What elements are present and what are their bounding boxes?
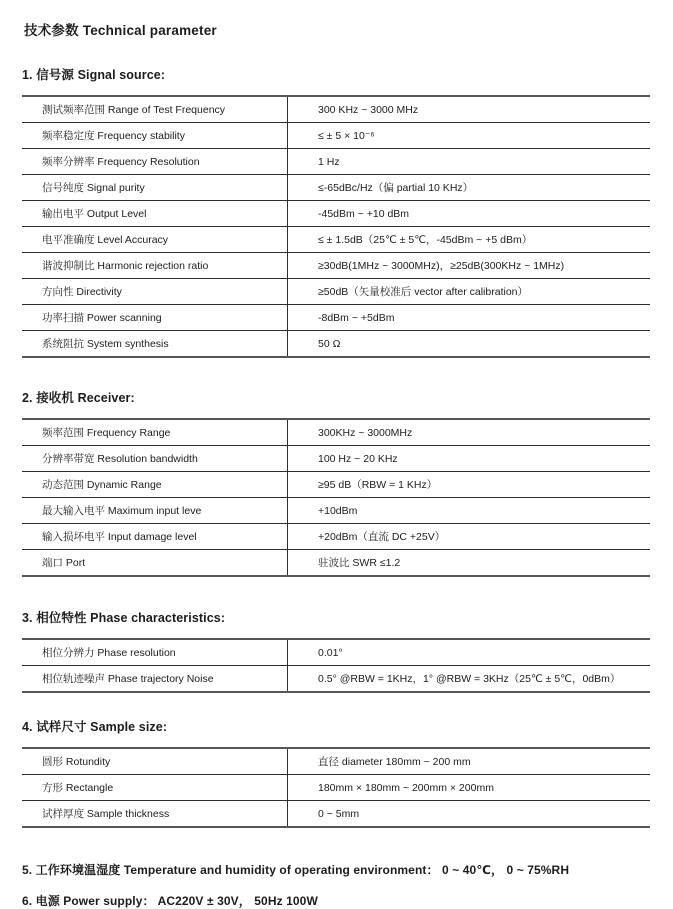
spec-value: 驻波比 SWR ≤1.2	[318, 557, 401, 569]
spec-label: 圆形 Rotundity	[22, 749, 288, 774]
table-row	[22, 446, 650, 472]
table-row	[22, 305, 650, 331]
spec-value: 100 Hz ~ 20 KHz	[318, 452, 398, 465]
spec-label: 相位分辨力 Phase resolution	[22, 640, 288, 665]
table-row	[22, 227, 650, 253]
spec-value: 0.5° @RBW = 1KHz，1° @RBW = 3KHz（25℃ ± 5℃，0dBm）	[318, 673, 621, 685]
table-row	[22, 640, 650, 666]
sample-size-table	[22, 747, 650, 828]
spec-label: 动态范围 Dynamic Range	[22, 472, 288, 497]
spec-value: -45dBm ~ +10 dBm	[318, 207, 410, 220]
spec-value: ≥95 dB（RBW = 1 KHz）	[318, 479, 438, 491]
spec-label: 最大输入电平 Maximum input leve	[22, 498, 288, 523]
table-row	[22, 279, 650, 305]
table-row	[22, 775, 650, 801]
spec-label: 功率扫描 Power scanning	[22, 305, 288, 330]
spec-label: 频率分辨率 Frequency Resolution	[22, 149, 288, 174]
table-row	[22, 123, 650, 149]
spec-label: 系统阻抗 System synthesis	[22, 331, 288, 356]
spec-label: 输出电平 Output Level	[22, 201, 288, 226]
spec-label: 电平准确度 Level Accuracy	[22, 227, 288, 252]
table-row	[22, 175, 650, 201]
spec-label: 信号纯度 Signal purity	[22, 175, 288, 200]
spec-label: 频率范围 Frequency Range	[22, 420, 288, 445]
spec-label: 测试频率范围 Range of Test Frequency	[22, 97, 288, 122]
table-row	[22, 749, 650, 775]
spec-label: 谐波抑制比 Harmonic rejection ratio	[22, 253, 288, 278]
page-title: 技术参数 Technical parameter	[24, 23, 217, 38]
spec-label: 相位轨迹噪声 Phase trajectory Noise	[22, 666, 288, 691]
section-signal-source	[22, 65, 650, 358]
table-row	[22, 550, 650, 575]
spec-value: ≤-65dBc/Hz（偏 partial 10 KHz）	[318, 182, 474, 194]
table-row	[22, 420, 650, 446]
spec-value: ≥30dB(1MHz ~ 3000MHz)，≥25dB(300KHz ~ 1MHz)	[318, 260, 565, 272]
spec-value: 直径 diameter 180mm ~ 200 mm	[318, 756, 471, 768]
section-heading-signal-source: 1. 信号源 Signal source:	[22, 68, 166, 82]
table-row	[22, 201, 650, 227]
spec-value: 180mm × 180mm ~ 200mm × 200mm	[318, 781, 494, 794]
power-supply-line: 6. 电源 Power supply： AC220V ± 30V， 50Hz 100W	[22, 894, 318, 908]
table-row	[22, 801, 650, 826]
section-heading-phase-characteristics: 3. 相位特性 Phase characteristics:	[22, 611, 226, 625]
section-receiver	[22, 388, 650, 577]
spec-label: 方向性 Directivity	[22, 279, 288, 304]
table-row	[22, 97, 650, 123]
table-row	[22, 253, 650, 279]
spec-value: 0.01°	[318, 646, 343, 659]
table-row	[22, 498, 650, 524]
spec-value: +20dBm（直流 DC +25V）	[318, 531, 446, 543]
phase-characteristics-table	[22, 638, 650, 693]
spec-value: 300KHz ~ 3000MHz	[318, 426, 413, 439]
spec-label: 输入损坏电平 Input damage level	[22, 524, 288, 549]
section-sample-size	[22, 717, 650, 828]
spec-label: 方形 Rectangle	[22, 775, 288, 800]
section-phase-characteristics	[22, 608, 650, 693]
spec-value: 300 KHz ~ 3000 MHz	[318, 103, 419, 116]
spec-value: 50 Ω	[318, 337, 341, 350]
spec-label: 端口 Port	[22, 550, 288, 575]
spec-label: 试样厚度 Sample thickness	[22, 801, 288, 826]
section-heading-receiver: 2. 接收机 Receiver:	[22, 391, 135, 405]
table-row	[22, 331, 650, 356]
spec-value: +10dBm	[318, 504, 358, 517]
spec-value: ≤ ± 1.5dB（25℃ ± 5℃，-45dBm ~ +5 dBm）	[318, 234, 533, 246]
spec-label: 频率稳定度 Frequency stability	[22, 123, 288, 148]
signal-source-table	[22, 95, 650, 358]
spec-value: -8dBm ~ +5dBm	[318, 311, 395, 324]
section-heading-sample-size: 4. 试样尺寸 Sample size:	[22, 720, 168, 734]
spec-label: 分辨率带宽 Resolution bandwidth	[22, 446, 288, 471]
spec-value: 0 ~ 5mm	[318, 807, 360, 820]
receiver-table	[22, 418, 650, 577]
spec-value: ≥50dB（矢量校准后 vector after calibration）	[318, 286, 528, 298]
table-row	[22, 666, 650, 691]
table-row	[22, 472, 650, 498]
table-row	[22, 524, 650, 550]
spec-value: 1 Hz	[318, 155, 340, 168]
spec-value: ≤ ± 5 × 10⁻⁶	[318, 129, 375, 142]
operating-environment-line: 5. 工作环境温湿度 Temperature and humidity of operating environment： 0 ~ 40℃， 0 ~ 75%RH	[22, 863, 570, 877]
table-row	[22, 149, 650, 175]
